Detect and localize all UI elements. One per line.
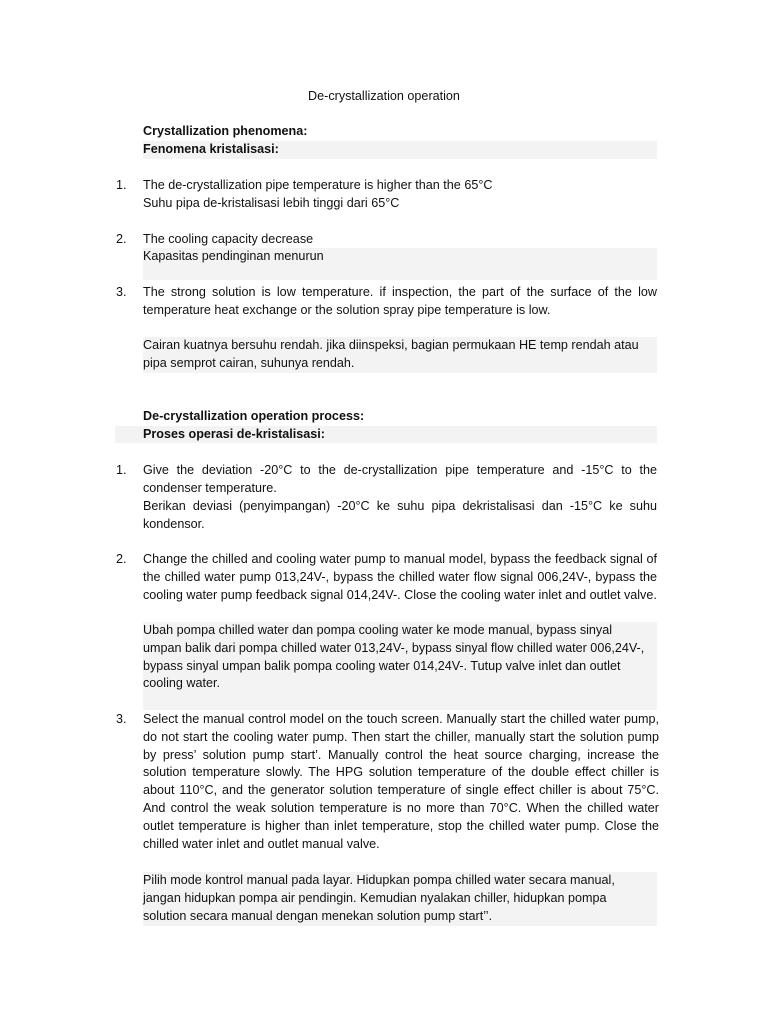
list-item-text: Select the manual control model on the touch screen. Manually start the chilled water pump, do not start the cooling water pump. Then start the chiller, manually start the solution pump by press’ solution pump start’. Manually control the heat source charging, increase the solution temperature slowly. The HPG solution temperature of the double effect chiller is about 110°C, and the generator solution temperature of single effect chiller is about 75°C. And control the weak solution temperature is no more than 70°C. When the chilled water outlet temperature is higher than inlet temperature, stop the chilled water pump. Close the chilled water inlet and outlet manual valve.	[143, 712, 659, 851]
list-item-translation: Cairan kuatnya bersuhu rendah. jika diinspeksi, bagian permukaan HE temp rendah atau pipa semprot cairan, suhunya rendah.	[143, 337, 657, 373]
list-item-text: Give the deviation -20°C to the de-crystallization pipe temperature and -15°C to the condenser temperature.	[143, 463, 657, 495]
list-item-number: 2.	[116, 552, 127, 566]
list-item-translation: Pilih mode kontrol manual pada layar. Hidupkan pompa chilled water secara manual, jangan hidupkan pompa air pendingin. Kemudian nyalakan chiller, hidupkan pompa solution secara manual dengan menekan solution pump start’’.	[143, 872, 657, 926]
list-item-number: 3.	[116, 712, 127, 726]
section-heading-crystallization-translation: Fenomena kristalisasi:	[143, 141, 657, 159]
list-item-translation: Kapasitas pendinginan menurun	[143, 248, 657, 280]
list-item-number: 3.	[116, 285, 127, 299]
section-heading-crystallization: Crystallization phenomena:	[143, 124, 308, 138]
section-heading-process-translation: Proses operasi de-kristalisasi:	[143, 427, 326, 441]
list-item-translation: Berikan deviasi (penyimpangan) -20°C ke suhu pipa dekristalisasi dan -15°C ke suhu kondensor.	[143, 499, 657, 531]
document-title: De-crystallization operation	[308, 89, 460, 103]
list-item-text: The de-crystallization pipe temperature is higher than the 65°C	[143, 178, 493, 192]
list-item-text: The cooling capacity decrease	[143, 232, 314, 246]
list-item-text: The strong solution is low temperature. if inspection, the part of the surface of the low temperature heat exchange or the solution spray pipe temperature is low.	[143, 285, 657, 317]
list-item-number: 1.	[116, 463, 127, 477]
section-heading-process: De-crystallization operation process:	[143, 409, 365, 423]
list-item-number: 2.	[116, 232, 127, 246]
list-item-number: 1.	[116, 178, 127, 192]
list-item-translation: Ubah pompa chilled water dan pompa cooling water ke mode manual, bypass sinyal umpan balik dari pompa chilled water 013,24V-, bypass sinyal flow chilled water 006,24V-, bypass sinyal umpan balik pompa cooling water 014,24V-. Tutup valve inlet dan outlet cooling water.	[143, 622, 657, 710]
list-item-text: Change the chilled and cooling water pump to manual model, bypass the feedback signal of the chilled water pump 013,24V-, bypass the chilled water flow signal 006,24V-, bypass the cooling water pump feedback signal 014,24V-. Close the cooling water inlet and outlet valve.	[143, 552, 657, 602]
list-item-translation: Suhu pipa de-kristalisasi lebih tinggi dari 65°C	[143, 196, 400, 210]
